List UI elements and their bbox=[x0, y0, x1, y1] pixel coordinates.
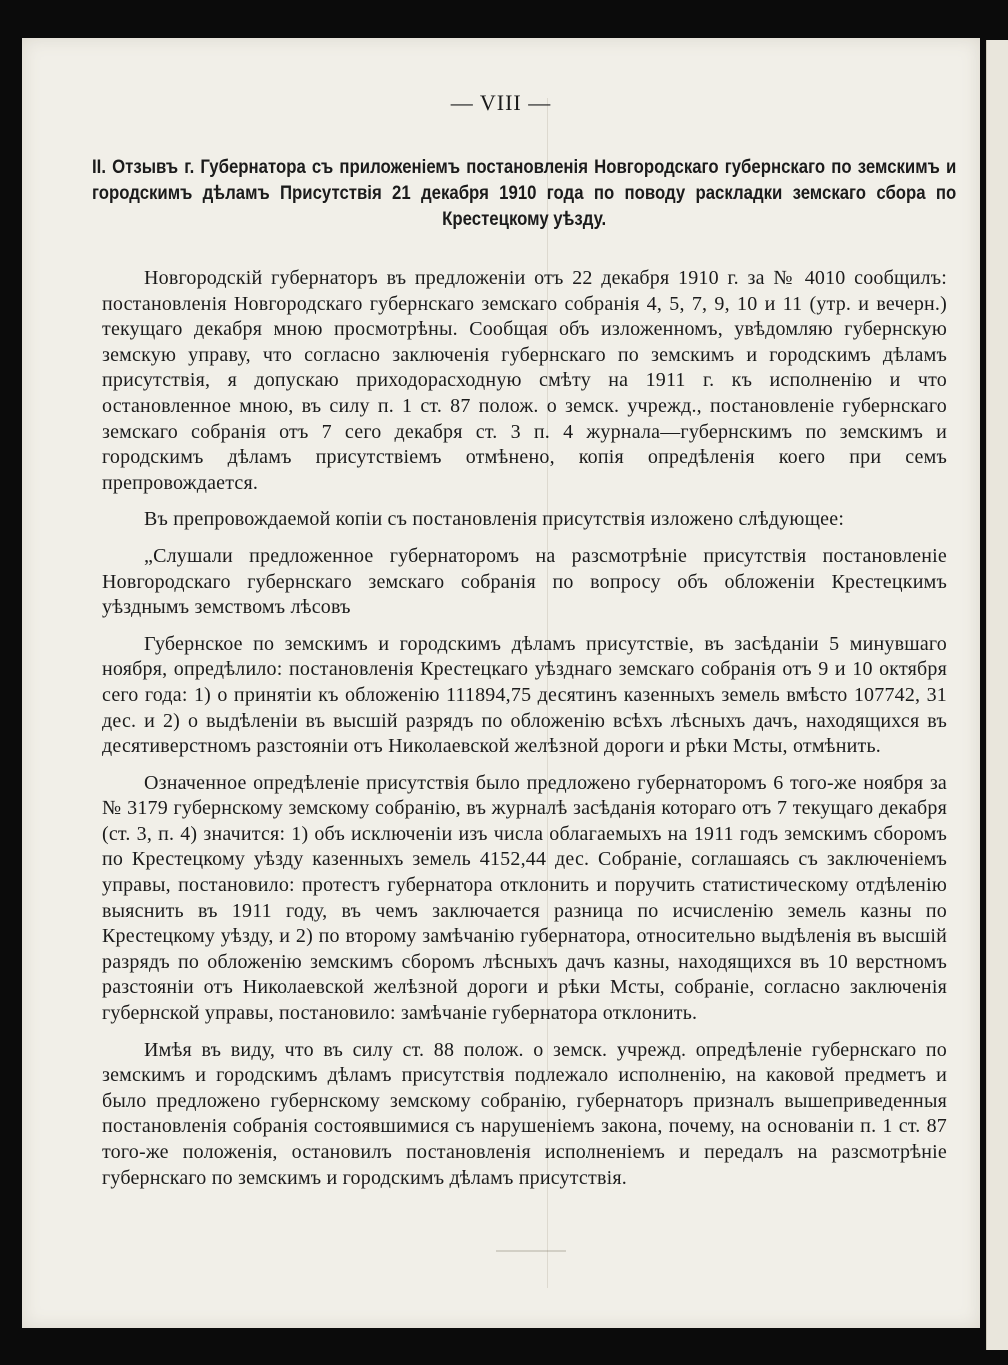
paragraph-1: Новгородскій губернаторъ въ предложеніи отъ 22 декабря 1910 г. за № 4010 сообщилъ: постановленія Новгородскаго губернскаго земскаго собранія 4, 5, 7, 9, 10 и 11 (утр. и вечерн.) текущаго декабря мною просмотрѣны. Сообщая объ изложенномъ, увѣдомляю губернскую земскую управу, что согласно заключенія губернскаго по земскимъ и городскимъ дѣламъ присутствія, я допускаю приходорасходную смѣту на 1911 г. къ исполненію и что остановленное мною, въ силу п. 1 ст. 87 полож. о земск. учрежд., постановленіе губернскаго земскаго собранія отъ 7 сего декабря ст. 3 п. 4 журнала—губернскимъ по земскимъ и городскимъ дѣламъ присутствіемъ отмѣнено, копія опредѣленія коего при семъ препровождается. bbox=[102, 267, 947, 494]
adjacent-page-edge bbox=[986, 40, 1008, 1350]
paragraph-6: Имѣя въ виду, что въ силу ст. 88 полож. о земск. учрежд. опредѣленіе губернскаго по земскимъ и городскимъ дѣламъ присутствія подлежало исполненію, на каковой предметъ и было предложено губернскому земскому собранію, губернаторъ призналъ вышеприведенныя постановленія собранія состоявшимися съ нарушеніемъ закона, почему, на основаніи п. 1 ст. 87 того-же положенія, остановилъ постановленія исполненіемъ и передалъ на разсмотрѣніе губернскаго по земскимъ и городскимъ дѣламъ присутствія. bbox=[102, 1038, 947, 1189]
paragraph-3: „Слушали предложенное губернаторомъ на разсмотрѣніе присутствія постановленіе Новгородскаго губернскаго земскаго собранія по вопросу объ обложеніи Крестецкимъ уѣзднымъ земствомъ лѣсовъ bbox=[102, 544, 947, 619]
paragraph-5: Означенное опредѣленіе присутствія было предложено губернаторомъ 6 того-же ноября за № 3179 губернскому земскому собранію, въ журналѣ засѣданія котораго отъ 7 текущаго декабря (ст. 3, п. 4) значится: 1) объ исключеніи изъ числа облагаемыхъ на 1911 годъ земскимъ сборомъ по Крестецкому уѣзду казенныхъ земель 4152,44 дес. Собраніе, соглашаясь съ заключеніемъ управы, постановило: протестъ губернатора отклонить и поручить статистическому отдѣленію выяснить въ 1911 году, въ чемъ заключается разница по исчисленію земель казны по Крестецкому уѣзду, и 2) по второму замѣчанію губернатора, относительно выдѣленія въ высшій разрядъ по обложенію земскимъ сборомъ лѣсныхъ дачъ казны, находящихся въ 10 верстномъ разстояніи отъ Николаевской желѣзной дороги и рѣки Мсты, собраніе, согласно заключенія губернской управы, постановило: замѣчаніе губернатора отклонить. bbox=[102, 771, 947, 1025]
footer-rule bbox=[496, 1250, 566, 1252]
body-text bbox=[102, 266, 947, 1202]
document-page bbox=[22, 38, 980, 1328]
page-number: — VIII — bbox=[450, 90, 552, 115]
section-heading: II. Отзывъ г. Губернатора съ приложеніемъ постановленія Новгородскаго губернскаго по земскимъ и городскимъ дѣламъ Присутствія 21 декабря 1910 года по поводу раскладки земскаго сбора по Крестецкому уѣзду. bbox=[92, 156, 957, 230]
paragraph-4: Губернское по земскимъ и городскимъ дѣламъ присутствіе, въ засѣданіи 5 минувшаго ноября, опредѣлило: постановленія Крестецкаго уѣзднаго земскаго собранія отъ 9 и 10 октября сего года: 1) о принятіи къ обложенію 111894,75 десятинъ казенныхъ земель вмѣсто 107742, 31 дес. и 2) о выдѣленіи въ высшій разрядъ по обложенію всѣхъ лѣсныхъ дачъ, находящихся въ десятиверстномъ разстояніи отъ Николаевской желѣзной дороги и рѣки Мсты, отмѣнить. bbox=[102, 632, 947, 758]
paragraph-2: Въ препровождаемой копіи съ постановленія присутствія изложено слѣдующее: bbox=[144, 508, 845, 531]
